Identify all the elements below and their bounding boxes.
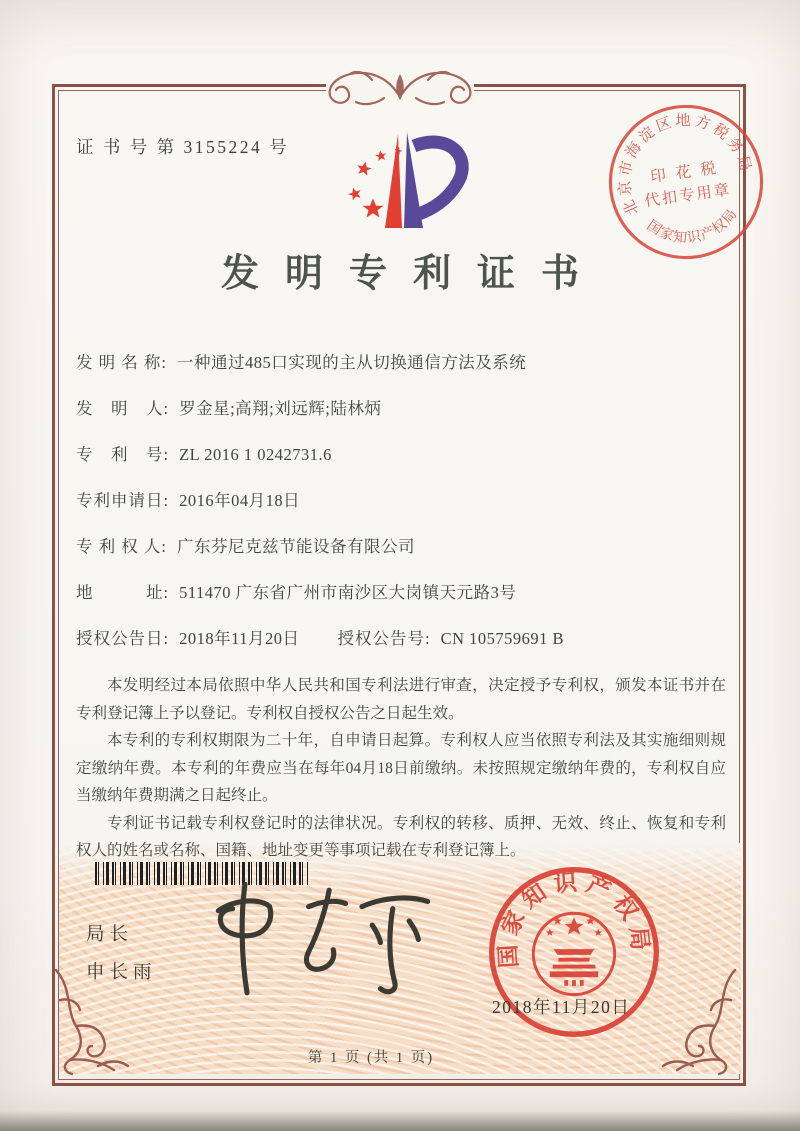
field-label: 专利申请日: — [76, 491, 170, 510]
border-top-ornament-icon — [310, 64, 490, 110]
officer-title: 局长 — [86, 925, 134, 945]
field-value: 罗金星;高翔;刘远辉;陆林炳 — [179, 399, 382, 418]
field-row-inventors — [76, 396, 728, 422]
field-label: 授权公告号: — [337, 629, 431, 648]
field-label: 专 利 权 人: — [76, 537, 167, 556]
legal-text-block — [76, 672, 726, 865]
field-label: 专 利 号: — [76, 445, 170, 464]
patent-fields — [76, 350, 728, 672]
tax-stamp-arc-bottom-text: 国家知识产权局 — [643, 205, 741, 247]
field-value: 2018年11月20日 — [179, 629, 300, 648]
certificate-title: 发明专利证书 — [220, 253, 605, 295]
field-row-patent-number — [76, 442, 728, 468]
field-row-invention-title — [76, 350, 728, 376]
field-value: ZL 2016 1 0242731.6 — [179, 445, 332, 464]
field-row-address — [76, 580, 728, 606]
field-row-patentee — [76, 534, 728, 560]
field-label: 发 明 人: — [76, 399, 170, 418]
page-number-footer: 第 1 页 (共 1 页) — [307, 1050, 435, 1066]
field-grant-number — [337, 626, 564, 652]
field-row-filing-date — [76, 488, 728, 514]
field-label: 授权公告日: — [76, 629, 170, 648]
field-row-grant-info — [76, 626, 728, 652]
tax-stamp-line1: 印 花 税 — [649, 159, 720, 186]
field-value: 一种通过485口实现的主从切换通信方法及系统 — [176, 353, 527, 372]
legal-paragraph-1: 本发明经过本局依照中华人民共和国专利法进行审查，决定授予专利权，颁发本证书并在专利登记簿上予以登记。专利权自授权公告之日起生效。 — [76, 677, 726, 722]
field-value: 广东芬尼克兹节能设备有限公司 — [176, 537, 415, 556]
officer-block — [86, 920, 157, 996]
legal-paragraph-2: 本专利的专利权期限为二十年，自申请日起算。专利权人应当依照专利法及其实施细则规定缴纳年费。本专利的年费应当在每年04月18日前缴纳。未按照规定缴纳年费的，专利权自应当缴纳年费期满之日起终止。 — [76, 732, 726, 804]
field-value: CN 105759691 B — [440, 629, 565, 648]
officer-name: 申长雨 — [86, 963, 157, 983]
field-grant-date — [76, 626, 299, 652]
tax-stamp-line2: 代扣专用章 — [643, 181, 733, 211]
director-signature-icon — [205, 882, 443, 1000]
tax-stamp-seal-icon — [582, 78, 790, 286]
certificate-number: 证 书 号 第 3155224 号 — [76, 137, 290, 157]
field-value: 2016年04月18日 — [179, 491, 301, 510]
seal-ring-text: 国家知识产权局 — [495, 869, 654, 969]
cnipa-logo-icon — [330, 124, 480, 238]
seal-date: 2018年11月20日 — [492, 997, 631, 1017]
tax-stamp-arc-top-text: 北京市海淀区地方税务局 — [617, 113, 755, 218]
field-label: 地 址: — [76, 583, 170, 602]
legal-paragraph-3: 专利证书记载专利权登记时的法律状况。专利权的转移、质押、无效、终止、恢复和专利权人的姓名或名称、国籍、地址变更等事项记载在专利登记簿上。 — [76, 814, 726, 859]
photo-edge-shadow — [0, 1111, 800, 1131]
field-label: 发 明 名 称: — [76, 353, 167, 372]
field-value: 511470 广东省广州市南沙区大岗镇天元路3号 — [179, 583, 517, 602]
